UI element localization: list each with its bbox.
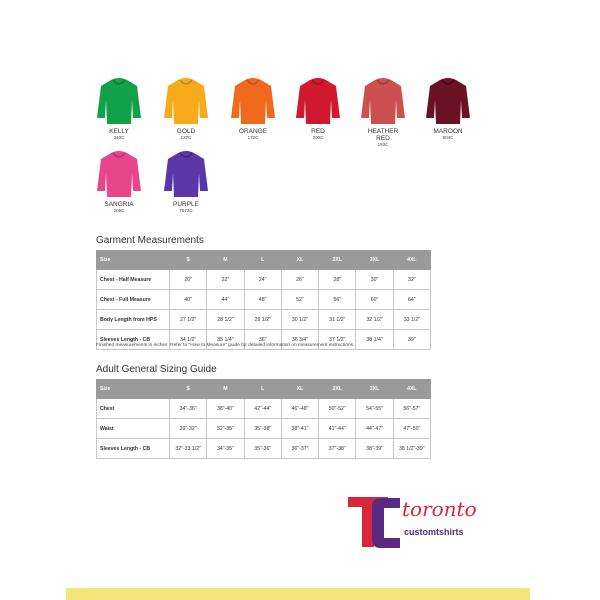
table-cell: 34"-35" — [207, 439, 244, 459]
header-s: S — [170, 251, 207, 270]
table-row — [97, 310, 431, 330]
swatch-name: RED — [311, 128, 325, 135]
hoodie-heather-red-icon — [361, 76, 405, 126]
table-cell: 64" — [393, 290, 430, 310]
swatch-gold[interactable] — [156, 76, 216, 141]
hoodie-kelly-icon — [97, 76, 141, 126]
hoodie-purple-icon — [164, 149, 208, 199]
row-label: Body Length from HPS — [97, 310, 170, 330]
table-cell: 35"-38" — [244, 419, 281, 439]
table-cell: 54"-55" — [356, 399, 393, 419]
table-cell: 33 1/2" — [393, 310, 430, 330]
brand-tagline: customtshirts — [404, 527, 464, 537]
table-header-row — [97, 380, 431, 399]
table-cell: 35"-36" — [244, 439, 281, 459]
table-cell: 35 1/4" — [207, 330, 244, 350]
row-label: Waist — [97, 419, 170, 439]
brand-name: toronto — [402, 497, 477, 521]
table-cell: 20" — [170, 270, 207, 290]
measurement-note: Finished measurements in inches. Refer to "How to Measure" guide for detailed information on measurement instructions. — [96, 343, 355, 348]
table-cell: 38"-39" — [356, 439, 393, 459]
header-3xl: 3XL — [356, 380, 393, 399]
table-cell: 29 1/2" — [244, 310, 281, 330]
footer-bar — [66, 588, 530, 600]
hoodie-orange-icon — [231, 76, 275, 126]
swatch-code: 137C — [180, 135, 192, 140]
table-cell: 44" — [207, 290, 244, 310]
swatch-name: HEATHER RED — [367, 128, 399, 142]
swatch-code: 172C — [247, 135, 259, 140]
table-cell: 38"-41" — [281, 419, 318, 439]
table-cell: 34 1/2" — [170, 330, 207, 350]
table-row — [97, 439, 431, 459]
table-row — [97, 419, 431, 439]
row-label: Chest — [97, 399, 170, 419]
row-label: Sleeves Length - CB — [97, 330, 170, 350]
adult-sizing-table — [96, 379, 431, 459]
swatch-purple[interactable] — [156, 149, 216, 214]
header-3xl: 3XL — [356, 251, 393, 270]
swatch-name: SANGRIA — [104, 201, 134, 208]
table-row — [97, 399, 431, 419]
table-cell: 40" — [170, 290, 207, 310]
garment-measurements-title: Garment Measurements — [96, 235, 204, 246]
table-cell: 22" — [207, 270, 244, 290]
garment-measurements-table — [96, 250, 431, 350]
swatch-name: MAROON — [433, 128, 463, 135]
table-cell: 28 1/2" — [207, 310, 244, 330]
table-cell: 37 1/2" — [319, 330, 356, 350]
header-xl: XL — [281, 251, 318, 270]
header-l: L — [244, 380, 281, 399]
table-cell: 42"-44" — [244, 399, 281, 419]
header-4xl: 4XL — [393, 380, 430, 399]
table-cell: 38 1/2"-39" — [393, 439, 430, 459]
table-header-row — [97, 251, 431, 270]
table-cell: 30" — [356, 270, 393, 290]
header-m: M — [207, 380, 244, 399]
swatch-orange[interactable] — [223, 76, 283, 141]
header-2xl: 2XL — [319, 380, 356, 399]
header-size: Size — [97, 251, 170, 270]
table-cell: 36 3/4" — [281, 330, 318, 350]
table-cell: 30 1/2" — [281, 310, 318, 330]
table-cell: 52" — [281, 290, 318, 310]
swatch-red[interactable] — [288, 76, 348, 141]
table-cell: 32"-35" — [207, 419, 244, 439]
table-cell: 27 1/2" — [170, 310, 207, 330]
table-cell: 31 1/2" — [319, 310, 356, 330]
header-xl: XL — [281, 380, 318, 399]
hoodie-sangria-icon — [97, 149, 141, 199]
header-size: Size — [97, 380, 170, 399]
table-cell: 36"-37" — [281, 439, 318, 459]
swatch-name: PURPLE — [172, 201, 199, 208]
table-cell: 38"-40" — [207, 399, 244, 419]
header-m: M — [207, 251, 244, 270]
header-l: L — [244, 251, 281, 270]
row-label: Sleeves Length - CB — [97, 439, 170, 459]
swatch-code: 504C — [442, 135, 454, 140]
header-2xl: 2XL — [319, 251, 356, 270]
table-cell: 60" — [356, 290, 393, 310]
row-label: Chest - Half Measure — [97, 270, 170, 290]
hoodie-maroon-icon — [426, 76, 470, 126]
table-row — [97, 290, 431, 310]
table-cell: 37"-38" — [319, 439, 356, 459]
hoodie-red-icon — [296, 76, 340, 126]
swatch-code: 193C — [377, 142, 389, 147]
table-cell: 32" — [393, 270, 430, 290]
table-cell: 24" — [244, 270, 281, 290]
swatch-name: GOLD — [176, 128, 196, 135]
table-cell: 44"-47" — [356, 419, 393, 439]
table-cell: 39" — [393, 330, 430, 350]
table-cell: 56"-57" — [393, 399, 430, 419]
table-cell: 36" — [244, 330, 281, 350]
swatch-heather-red[interactable] — [353, 76, 413, 148]
table-cell: 29"-32" — [170, 419, 207, 439]
table-cell: 50"-52" — [319, 399, 356, 419]
swatch-code: 340C — [113, 135, 125, 140]
swatch-code: 200C — [312, 135, 324, 140]
swatch-name: KELLY — [109, 128, 129, 135]
table-cell: 48" — [244, 290, 281, 310]
table-cell: 38 1/4" — [356, 330, 393, 350]
table-row — [97, 270, 431, 290]
table-cell: 32 1/2" — [356, 310, 393, 330]
hoodie-gold-icon — [164, 76, 208, 126]
swatch-sangria[interactable] — [89, 149, 149, 214]
swatch-code: 205C — [113, 208, 125, 213]
row-label: Chest - Full Measure — [97, 290, 170, 310]
table-cell: 41"-44" — [319, 419, 356, 439]
table-cell: 32"-33 1/2" — [170, 439, 207, 459]
swatch-maroon[interactable] — [418, 76, 478, 141]
table-cell: 56" — [319, 290, 356, 310]
adult-sizing-title: Adult General Sizing Guide — [96, 364, 217, 375]
swatch-code: 7672C — [179, 208, 193, 213]
table-cell: 46"-48" — [281, 399, 318, 419]
header-s: S — [170, 380, 207, 399]
header-4xl: 4XL — [393, 251, 430, 270]
table-cell: 28" — [319, 270, 356, 290]
table-cell: 47"-50" — [393, 419, 430, 439]
table-cell: 34"-36" — [170, 399, 207, 419]
swatch-kelly[interactable] — [89, 76, 149, 141]
swatch-name: ORANGE — [238, 128, 268, 135]
table-cell: 26" — [281, 270, 318, 290]
